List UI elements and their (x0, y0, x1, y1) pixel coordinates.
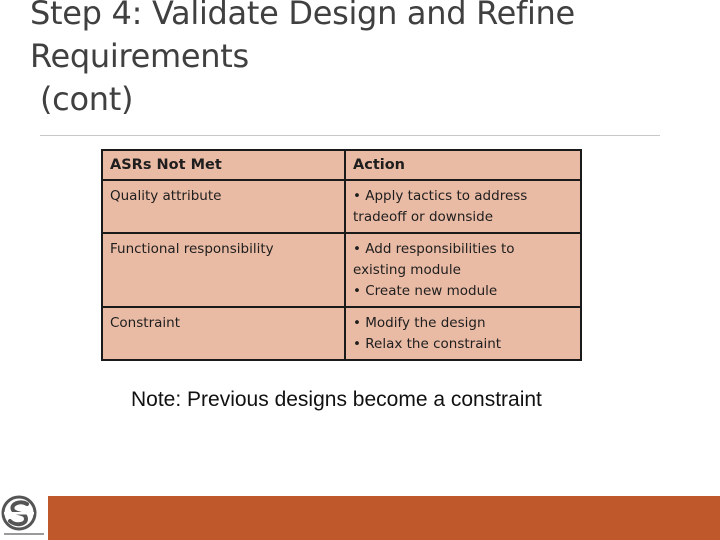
asr-cell: Quality attribute (102, 180, 345, 233)
title-line-2: Requirements (30, 37, 249, 75)
action-cell (345, 180, 581, 233)
action-line: existing module (353, 262, 461, 278)
slide-title (30, 0, 690, 121)
table-row (102, 233, 581, 307)
action-cell (345, 233, 581, 307)
table-row (102, 307, 581, 360)
table-row (102, 180, 581, 233)
circular-s-logo-icon (0, 490, 48, 540)
asr-action-table (101, 149, 582, 361)
action-line: tradeoff or downside (353, 209, 494, 225)
table-header-row (102, 150, 581, 180)
title-line-3: (cont) (40, 80, 134, 118)
action-line: • Apply tactics to address (353, 188, 528, 204)
title-divider (40, 135, 660, 136)
action-line: • Relax the constraint (353, 336, 502, 352)
asr-cell: Constraint (102, 307, 345, 360)
title-line-1: Step 4: Validate Design and Refine (30, 0, 575, 32)
note-text: Note: Previous designs become a constraint (131, 388, 542, 411)
footer-bar (0, 496, 720, 540)
action-line: • Add responsibilities to (353, 241, 515, 257)
action-line: • Modify the design (353, 315, 486, 331)
header-action: Action (345, 150, 581, 180)
action-cell (345, 307, 581, 360)
asr-cell: Functional responsibility (102, 233, 345, 307)
header-asrs-not-met: ASRs Not Met (102, 150, 345, 180)
action-line: • Create new module (353, 283, 498, 299)
